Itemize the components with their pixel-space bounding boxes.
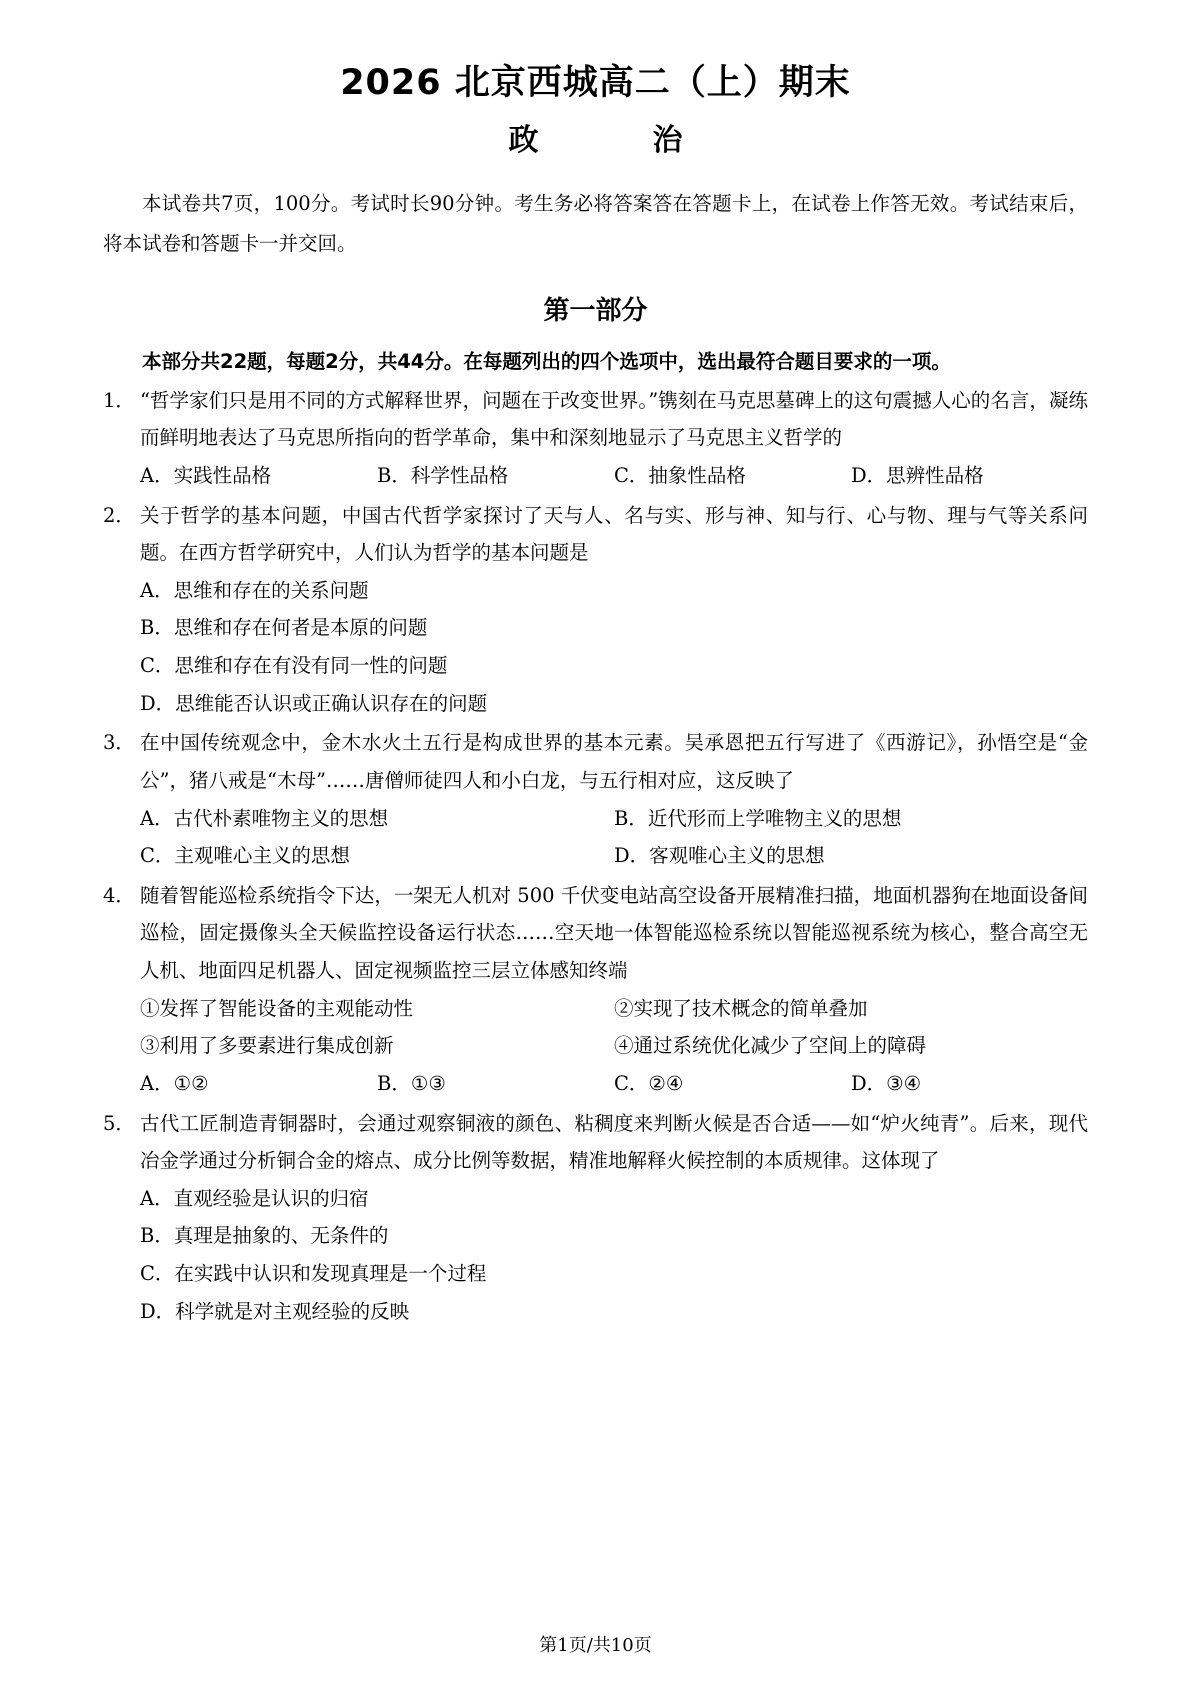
option-label: B． <box>377 463 411 487</box>
option-d[interactable] <box>140 685 1088 723</box>
option-text: 思维和存在何者是本原的问题 <box>173 616 428 640</box>
question-text: 关于哲学的基本问题，中国古代哲学家探讨了天与人、名与实、形与神、知与行、心与物、理与气等关系问题。在西方哲学研究中，人们认为哲学的基本问题是 <box>140 503 1088 565</box>
option-label: C． <box>140 844 175 868</box>
option-a[interactable] <box>140 1180 1088 1218</box>
option-text: ③④ <box>886 1071 922 1095</box>
question-stem <box>103 724 1088 799</box>
option-d[interactable] <box>851 457 1088 495</box>
option-a[interactable] <box>140 1065 377 1103</box>
option-label: D． <box>140 691 176 715</box>
option-list <box>103 800 1088 875</box>
option-text: 在实践中认识和发现真理是一个过程 <box>174 1262 487 1286</box>
option-label: A． <box>140 806 174 830</box>
sub-option-4[interactable]: ④通过系统优化减少了空间上的障碍 <box>614 1034 927 1058</box>
question-stem <box>103 497 1088 572</box>
option-text: 主观唯心主义的思想 <box>174 844 350 868</box>
question-stem <box>103 877 1088 990</box>
option-text: 真理是抽象的、无条件的 <box>173 1224 389 1248</box>
page-content <box>103 62 1088 1332</box>
sub-option-1[interactable]: ①发挥了智能设备的主观能动性 <box>140 996 414 1020</box>
question-stem <box>103 1105 1088 1180</box>
question-number: 3． <box>103 731 135 755</box>
option-label: A． <box>140 463 174 487</box>
question-3 <box>103 724 1088 875</box>
sub-option-3[interactable]: ③利用了多要素进行集成创新 <box>140 1034 394 1058</box>
option-label: B． <box>140 1224 174 1248</box>
option-text: 思维和存在的关系问题 <box>173 578 369 602</box>
sub-option-row <box>140 990 1088 1028</box>
option-text: 实践性品格 <box>173 463 272 487</box>
question-text: 随着智能巡检系统指令下达，一架无人机对 500 千伏变电站高空设备开展精准扫描，地面机器狗在地面设备间巡检，固定摄像头全天候监控设备运行状态……空天地一体智能巡检系统以智能巡视系统为核心，整合高空无人机、地面四足机器人、固定视频监控三层立体感知终端 <box>140 883 1088 983</box>
option-d[interactable] <box>614 837 1088 875</box>
option-d[interactable] <box>851 1065 1088 1103</box>
option-label: D． <box>851 463 887 487</box>
option-label: D． <box>140 1299 176 1323</box>
option-text: 思辨性品格 <box>886 463 984 487</box>
question-4 <box>103 877 1088 1103</box>
option-row <box>140 837 1088 875</box>
question-number: 5． <box>103 1111 135 1135</box>
option-text: 客观唯心主义的思想 <box>649 844 825 868</box>
question-text: 在中国传统观念中，金木水火土五行是构成世界的基本元素。吴承恩把五行写进了《西游记》，孙悟空是“金公”，猪八戒是“木母”……唐僧师徒四人和小白龙，与五行相对应，这反映了 <box>140 731 1088 792</box>
option-text: 思维能否认识或正确认识存在的问题 <box>175 691 488 715</box>
sub-option-list <box>103 990 1088 1065</box>
option-label: C． <box>614 463 649 487</box>
option-text: 科学就是对主观经验的反映 <box>175 1299 410 1323</box>
option-text: 直观经验是认识的归宿 <box>173 1186 369 1210</box>
option-a[interactable] <box>140 572 1088 610</box>
question-text: “哲学家们只是用不同的方式解释世界，问题在于改变世界。”镌刻在马克思墓碑上的这句震撼人心的名言，凝练而鲜明地表达了马克思所指向的哲学革命，集中和深刻地显示了马克思主义哲学的 <box>140 388 1088 450</box>
exam-instructions: 本试卷共7页，100分。考试时长90分钟。考生务必将答案答在答题卡上，在试卷上作答无效。考试结束后，将本试卷和答题卡一并交回。 <box>103 191 1088 255</box>
part-note: 本部分共22题，每题2分，共44分。在每题列出的四个选项中，选出最符合题目要求的一项。 <box>142 349 951 373</box>
sub-option-2[interactable]: ②实现了技术概念的简单叠加 <box>614 996 868 1020</box>
option-text: ①② <box>173 1071 209 1095</box>
option-row <box>140 1065 1088 1103</box>
option-list <box>103 1180 1088 1331</box>
option-b[interactable] <box>614 800 1088 838</box>
option-b[interactable] <box>377 457 614 495</box>
option-list <box>103 1065 1088 1103</box>
option-label: C． <box>140 654 175 678</box>
question-1 <box>103 382 1088 495</box>
option-b[interactable] <box>377 1065 614 1103</box>
option-c[interactable] <box>614 1065 851 1103</box>
question-number: 2． <box>103 503 135 527</box>
option-label: A． <box>140 1186 174 1210</box>
option-label: A． <box>140 578 174 602</box>
option-label: B． <box>140 616 174 640</box>
option-label: A． <box>140 1071 174 1095</box>
page-title: 2026 北京西城高二（上）期末 <box>340 63 851 103</box>
option-c[interactable] <box>140 647 1088 685</box>
option-c[interactable] <box>140 1255 1088 1293</box>
option-label: C． <box>614 1071 649 1095</box>
option-d[interactable] <box>140 1293 1088 1331</box>
question-number: 1． <box>103 388 135 412</box>
option-c[interactable] <box>614 457 851 495</box>
option-text: 古代朴素唯物主义的思想 <box>173 806 389 830</box>
option-a[interactable] <box>140 800 614 838</box>
question-stem <box>103 382 1088 457</box>
option-b[interactable] <box>140 1217 1088 1255</box>
page-footer: 第1页/共10页 <box>539 1635 652 1656</box>
option-list <box>103 572 1088 723</box>
option-c[interactable] <box>140 837 614 875</box>
option-text: ①③ <box>410 1071 446 1095</box>
option-list <box>103 457 1088 495</box>
question-2 <box>103 497 1088 723</box>
option-label: C． <box>140 1262 175 1286</box>
option-text: 近代形而上学唯物主义的思想 <box>647 806 902 830</box>
part-heading: 第一部分 <box>543 295 648 326</box>
option-label: D． <box>851 1071 887 1095</box>
option-label: D． <box>614 844 650 868</box>
option-text: ②④ <box>648 1071 684 1095</box>
option-label: B． <box>614 806 648 830</box>
option-text: 科学性品格 <box>410 463 509 487</box>
question-5 <box>103 1105 1088 1331</box>
subject-title: 政 治 <box>508 122 701 158</box>
question-text: 古代工匠制造青铜器时，会通过观察铜液的颜色、粘稠度来判断火候是否合适——如“炉火纯青”。后来，现代冶金学通过分析铜合金的熔点、成分比例等数据，精准地解释火候控制的本质规律。这体现了 <box>140 1111 1088 1173</box>
option-a[interactable] <box>140 457 377 495</box>
option-text: 抽象性品格 <box>648 463 746 487</box>
sub-option-row <box>140 1027 1088 1065</box>
option-label: B． <box>377 1071 411 1095</box>
option-b[interactable] <box>140 609 1088 647</box>
question-number: 4． <box>103 883 135 907</box>
option-row <box>140 457 1088 495</box>
option-row <box>140 800 1088 838</box>
option-text: 思维和存在有没有同一性的问题 <box>174 654 448 678</box>
